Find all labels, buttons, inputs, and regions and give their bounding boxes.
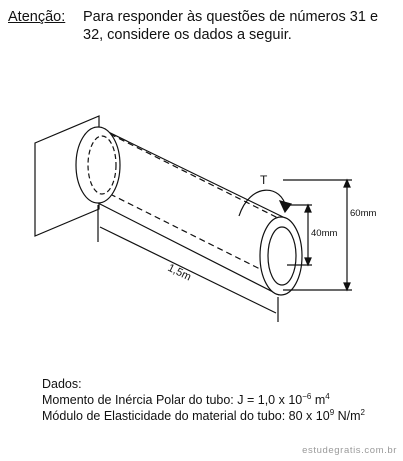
torque-arrow [239, 190, 286, 216]
outer-dim-arrow-top [344, 180, 350, 187]
tube-top-edge [98, 127, 283, 217]
inertia-exponent: −6 [302, 392, 312, 401]
inner-dim-arrow-bottom [305, 258, 311, 265]
bore-bottom-hidden [110, 194, 274, 276]
data-block [42, 376, 365, 424]
inner-diameter-label: 40mm [311, 228, 338, 239]
inertia-unit: m [311, 393, 326, 407]
watermark: estudegratis.com.br [302, 445, 397, 456]
torque-arrowhead [280, 201, 291, 212]
modulus-line [42, 408, 365, 424]
inertia-line [42, 392, 365, 408]
inertia-unit-exponent: 4 [325, 392, 330, 401]
torque-label: T [260, 173, 268, 187]
attention-label: Atenção: [8, 9, 66, 25]
outer-diameter-label: 60mm [350, 208, 377, 219]
tube-left-outer [76, 127, 120, 203]
length-label: 1,5m [165, 261, 193, 284]
data-title: Dados: [42, 377, 82, 391]
modulus-unit-exponent: 2 [360, 408, 365, 417]
intro-text: Para responder às questões de números 31 e 32, considere os dados a seguir. [83, 9, 379, 43]
modulus-unit: N/m [334, 409, 361, 423]
inner-dim-arrow-top [305, 205, 311, 212]
inertia-text: Momento de Inércia Polar do tubo: J = 1,0 x 10 [42, 393, 303, 407]
modulus-text: Módulo de Elasticidade do material do tubo: 80 x 10 [42, 409, 330, 423]
outer-dim-arrow-bottom [344, 283, 350, 290]
modulus-exponent: 9 [329, 408, 335, 417]
